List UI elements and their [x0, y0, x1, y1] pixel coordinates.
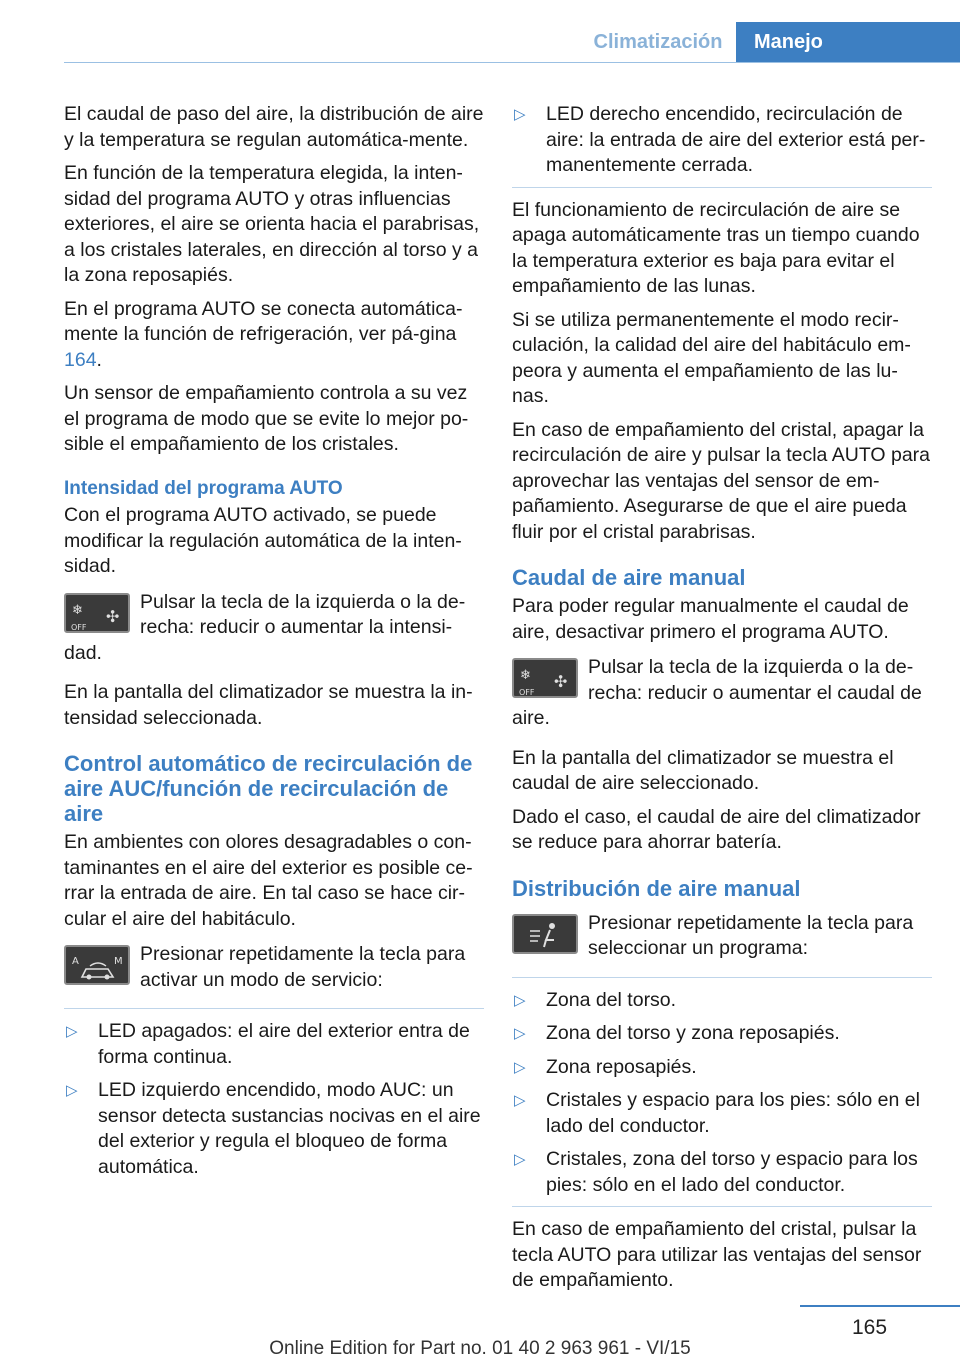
right-paragraph-1: El funcionamiento de recirculación de aire se apaga automáticamente tras un tiempo cuando la temperatura exterior es baja para evitar el empañamiento de las lunas. — [512, 198, 920, 297]
list-item-text: Zona reposapiés. — [546, 1055, 697, 1078]
page-number: 165 — [852, 1316, 888, 1339]
header-divider — [64, 62, 960, 63]
left-paragraph-7: En ambientes con olores desagradables o con-taminantes en el aire del exterior es posible ce-rrar la entrada de aire. En tal caso se hace cir-cular el aire del habitáculo. — [64, 831, 473, 930]
intensity-instruction-text: Pulsar la tecla de la izquierda o la de-recha: reducir o aumentar la intensi-dad. — [64, 590, 466, 664]
list-item-text: LED apagados: el aire del exterior entra de forma continua. — [98, 1020, 470, 1068]
btn-off-label: OFF — [71, 622, 87, 632]
list-item — [512, 102, 932, 179]
list-item — [64, 1078, 484, 1180]
list-item — [512, 1088, 932, 1139]
left-paragraph-3-end: . — [96, 348, 102, 371]
triangle-bullet-icon: ▷ — [66, 1082, 78, 1099]
left-paragraph-2: En función de la temperatura elegida, la inten-sidad del programa AUTO y otras influencias exteriores, el aire se orienta hacia el parabrisas, a los cristales laterales, en dirección al torso y a la zona reposapiés. — [64, 162, 480, 286]
right-column — [512, 102, 932, 1302]
triangle-bullet-icon: ▷ — [514, 106, 526, 123]
list-divider-bottom — [512, 187, 932, 188]
fan-off-button-icon: ❄ OFF ✣ — [512, 658, 578, 698]
header-chapter-tab: Manejo — [736, 22, 960, 62]
list-item — [512, 1147, 932, 1198]
left-paragraph-4: Un sensor de empañamiento controla a su vez el programa de modo que se evite lo mejor po-sible el empañamiento de los cristales. — [64, 382, 469, 455]
page-link-164[interactable]: 164 — [64, 348, 97, 371]
list-item — [64, 1019, 484, 1070]
heading-auc: Control automático de recirculación de aire AUC/función de recirculación de aire — [64, 751, 473, 826]
distribution-instruction-text: Presionar repetidamente la tecla para seleccionar un programa: — [588, 911, 914, 959]
distribution-programs-list — [512, 988, 932, 1199]
heading-distribucion: Distribución de aire manual — [512, 875, 801, 901]
left-paragraph-1: El caudal de paso del aire, la distribución de aire y la temperatura se regulan automática-mente. — [64, 103, 484, 151]
right-paragraph-3: En caso de empañamiento del cristal, apagar la recirculación de aire y pulsar la tecla AUTO para aprovechar las ventajas del sensor de em-pañamiento. Asegurarse de que el aire pueda fluir por el cristal parabrisas. — [512, 418, 931, 543]
btn-off-label: OFF — [519, 688, 535, 697]
right-paragraph-4: Para poder regular manualmente el caudal de aire, desactivar primero el programa AUTO. — [512, 595, 909, 643]
triangle-bullet-icon: ▷ — [66, 1023, 78, 1040]
list-divider-top — [64, 1008, 484, 1009]
recirculation-instruction-text: Presionar repetidamente la tecla para activar un modo de servicio: — [140, 943, 466, 991]
airflow-instruction — [512, 655, 932, 732]
intensity-instruction — [64, 590, 484, 667]
list-item — [512, 988, 932, 1014]
list-item-text: LED izquierdo encendido, modo AUC: un sensor detecta sustancias nocivas en el aire del exterior y regula el bloqueo de forma automática. — [98, 1079, 481, 1178]
heading-intensidad: Intensidad del programa AUTO — [64, 477, 343, 499]
right-paragraph-6: Dado el caso, el caudal de aire del climatizador se reduce para ahorrar batería. — [512, 805, 921, 853]
triangle-bullet-icon: ▷ — [514, 1092, 526, 1109]
triangle-bullet-icon: ▷ — [514, 1025, 526, 1042]
btn-m-label: M — [114, 956, 123, 967]
left-paragraph-3-text: En el programa AUTO se conecta automática-mente la función de refrigeración, ver pá-gina — [64, 297, 463, 345]
list-divider-bottom — [512, 1206, 932, 1207]
right-paragraph-5: En la pantalla del climatizador se muestra el caudal de aire seleccionado. — [512, 746, 894, 794]
list-item — [512, 1055, 932, 1081]
right-paragraph-2: Si se utiliza permanentemente el modo recir-culación, la calidad del aire del habitáculo em-peora y aumenta el empañamiento de las lu-nas. — [512, 308, 911, 407]
triangle-bullet-icon: ▷ — [514, 1058, 526, 1076]
air-distribution-button-icon — [512, 914, 578, 954]
btn-a-label: A — [72, 956, 79, 967]
left-paragraph-3 — [64, 297, 484, 374]
fan-off-button-icon: ❄ OFF ✣ — [64, 593, 130, 633]
triangle-bullet-icon: ▷ — [514, 991, 526, 1009]
footer-edition: Online Edition for Part no. 01 40 2 963 961 - VI/15 — [269, 1338, 691, 1359]
left-column — [64, 102, 484, 1188]
recirculation-instruction — [64, 942, 484, 994]
left-paragraph-5: Con el programa AUTO activado, se puede modificar la regulación automática de la inten-sidad. — [64, 504, 462, 577]
list-item — [512, 1021, 932, 1047]
list-item-text: Cristales, zona del torso y espacio para los pies: sólo en el lado del conductor. — [546, 1148, 918, 1196]
distribution-instruction — [512, 911, 932, 963]
recirculation-button-icon — [64, 945, 130, 985]
footer-accent-line — [800, 1305, 960, 1307]
triangle-bullet-icon: ▷ — [514, 1151, 526, 1168]
recirculation-modes-list — [64, 1019, 484, 1180]
left-paragraph-6: En la pantalla del climatizador se muestra la in-tensidad seleccionada. — [64, 681, 473, 729]
list-item-text: Cristales y espacio para los pies: sólo en el lado del conductor. — [546, 1089, 920, 1137]
list-divider-top — [512, 977, 932, 978]
recirculation-modes-list-cont — [512, 102, 932, 179]
header-section-tab: Climatización — [593, 31, 723, 53]
list-item-text: Zona del torso. — [546, 988, 677, 1011]
list-item-text: Zona del torso y zona reposapiés. — [546, 1022, 840, 1044]
airflow-instruction-text: Pulsar la tecla de la izquierda o la de-recha: reducir o aumentar el caudal de aire. — [512, 656, 922, 729]
list-item-text: LED derecho encendido, recirculación de aire: la entrada de aire del exterior está per-manentemente cerrada. — [546, 103, 926, 176]
heading-caudal: Caudal de aire manual — [512, 565, 746, 590]
right-paragraph-7: En caso de empañamiento del cristal, pulsar la tecla AUTO para utilizar las ventajas del sensor de empañamiento. — [512, 1218, 922, 1291]
